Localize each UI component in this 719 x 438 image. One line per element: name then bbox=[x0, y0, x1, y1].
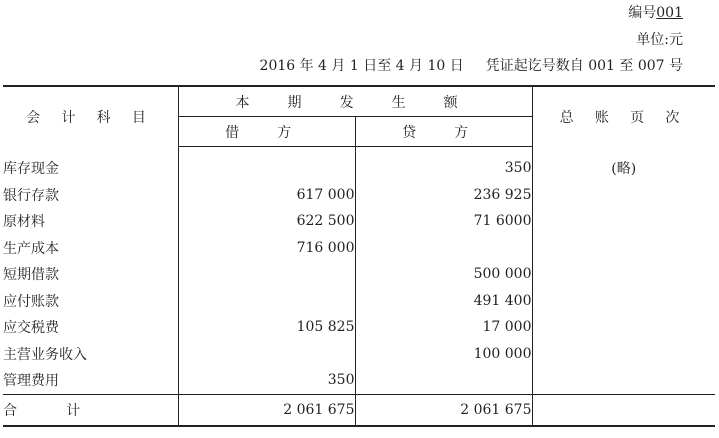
credit-cell bbox=[355, 367, 532, 394]
credit-cell: 17 000 bbox=[355, 314, 532, 341]
ledger-page-cell bbox=[532, 182, 715, 209]
serial-number: 001 bbox=[656, 5, 683, 21]
credit-cell: 71 6000 bbox=[355, 208, 532, 235]
summary-table bbox=[3, 85, 715, 427]
total-label: 合 计 bbox=[3, 394, 178, 426]
debit-cell bbox=[178, 147, 355, 182]
credit-cell: 491 400 bbox=[355, 288, 532, 315]
debit-cell bbox=[178, 261, 355, 288]
total-credit: 2 061 675 bbox=[355, 394, 532, 426]
debit-cell: 617 000 bbox=[178, 182, 355, 209]
subject-cell: 应付账款 bbox=[3, 293, 59, 310]
table-row bbox=[3, 182, 715, 209]
table-row bbox=[3, 235, 715, 262]
date-range: 2016 年 4 月 1 日至 4 月 10 日 bbox=[259, 58, 464, 74]
debit-cell: 350 bbox=[178, 367, 355, 394]
credit-cell: 100 000 bbox=[355, 341, 532, 368]
subject-cell: 短期借款 bbox=[3, 267, 59, 284]
ledger-page-cell bbox=[532, 367, 715, 394]
total-row bbox=[3, 394, 715, 426]
ledger-page-cell bbox=[532, 288, 715, 315]
subject-cell: 管理费用 bbox=[3, 373, 59, 390]
header-credit: 贷 方 bbox=[355, 117, 532, 147]
debit-cell: 716 000 bbox=[178, 235, 355, 262]
ledger-page-cell bbox=[532, 314, 715, 341]
table-row bbox=[3, 261, 715, 288]
table-row bbox=[3, 367, 715, 394]
table-row bbox=[3, 147, 715, 182]
debit-cell: 105 825 bbox=[178, 314, 355, 341]
debit-cell: 622 500 bbox=[178, 208, 355, 235]
header-ledger-page: 总 账 页 次 bbox=[532, 86, 715, 147]
credit-cell bbox=[355, 235, 532, 262]
unit-label: 单位:元 bbox=[636, 32, 683, 48]
total-debit: 2 061 675 bbox=[178, 394, 355, 426]
table-row bbox=[3, 208, 715, 235]
table-row bbox=[3, 341, 715, 368]
subject-cell: 主营业务收入 bbox=[3, 346, 87, 363]
ledger-page-cell bbox=[532, 208, 715, 235]
ledger-page-cell bbox=[532, 341, 715, 368]
debit-cell bbox=[178, 288, 355, 315]
subject-cell: 库存现金 bbox=[3, 161, 59, 177]
header-subject: 会 计 科 目 bbox=[3, 86, 178, 147]
serial-number-line bbox=[628, 4, 683, 22]
credit-cell: 236 925 bbox=[355, 182, 532, 209]
serial-label: 编号 bbox=[628, 5, 657, 21]
table-row bbox=[3, 288, 715, 315]
subject-cell: 生产成本 bbox=[3, 240, 59, 257]
header-amount-group: 本 期 发 生 额 bbox=[178, 86, 532, 117]
ledger-page-cell bbox=[532, 235, 715, 262]
ledger-page-cell: (略) bbox=[532, 147, 715, 182]
table-row bbox=[3, 314, 715, 341]
subject-cell: 银行存款 bbox=[3, 187, 59, 204]
subject-cell: 应交税费 bbox=[3, 320, 59, 337]
total-ledger-page bbox=[532, 394, 715, 426]
credit-cell: 500 000 bbox=[355, 261, 532, 288]
header-debit: 借 方 bbox=[178, 117, 355, 147]
voucher-range: 凭证起讫号数自 001 至 007 号 bbox=[485, 58, 683, 74]
ledger-page-cell bbox=[532, 261, 715, 288]
period-line bbox=[260, 57, 683, 75]
debit-cell bbox=[178, 341, 355, 368]
credit-cell: 350 bbox=[355, 147, 532, 182]
subject-cell: 原材料 bbox=[3, 214, 45, 231]
